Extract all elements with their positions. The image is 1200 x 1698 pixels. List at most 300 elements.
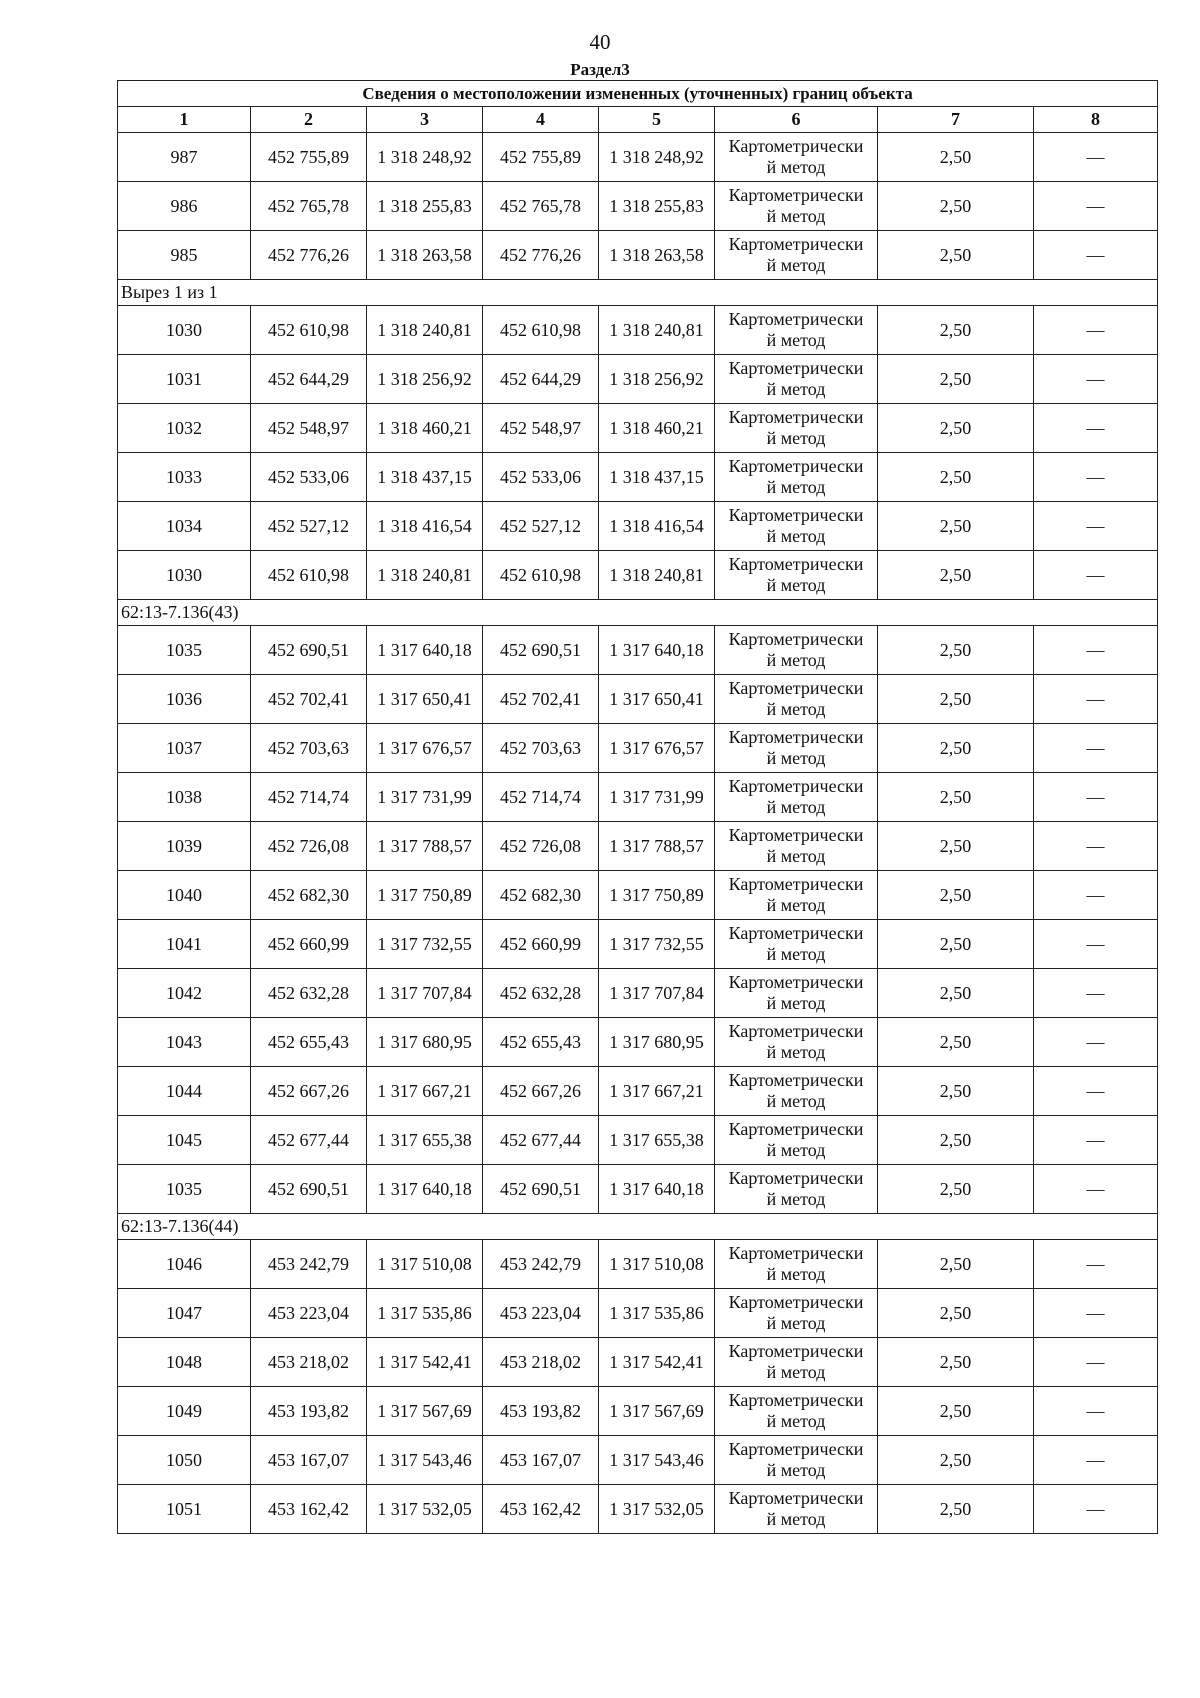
table-body xyxy=(118,133,1158,1534)
existing-x-cell: 452 667,26 xyxy=(251,1067,367,1116)
refined-y-cell: 1 317 667,21 xyxy=(599,1067,715,1116)
table-row xyxy=(118,969,1158,1018)
method-cell xyxy=(715,551,878,600)
method-text-line2: й метод xyxy=(766,895,826,915)
refined-x-cell: 452 677,44 xyxy=(483,1116,599,1165)
refined-x-cell: 452 548,97 xyxy=(483,404,599,453)
refined-x-cell: 452 703,63 xyxy=(483,724,599,773)
existing-y-cell: 1 317 532,05 xyxy=(367,1485,483,1534)
note-cell: — xyxy=(1034,1485,1158,1534)
point-number-cell: 1036 xyxy=(118,675,251,724)
existing-x-cell: 452 677,44 xyxy=(251,1116,367,1165)
method-text-line2: й метод xyxy=(766,944,826,964)
accuracy-cell: 2,50 xyxy=(878,1436,1034,1485)
method-text-line1: Картометрически xyxy=(728,629,864,649)
existing-y-cell: 1 318 256,92 xyxy=(367,355,483,404)
point-number-cell: 1037 xyxy=(118,724,251,773)
point-number-cell: 1039 xyxy=(118,822,251,871)
existing-y-cell: 1 317 640,18 xyxy=(367,626,483,675)
table-row xyxy=(118,1067,1158,1116)
existing-y-cell: 1 318 240,81 xyxy=(367,551,483,600)
accuracy-cell: 2,50 xyxy=(878,773,1034,822)
existing-x-cell: 452 690,51 xyxy=(251,1165,367,1214)
refined-x-cell: 453 218,02 xyxy=(483,1338,599,1387)
method-text-line1: Картометрически xyxy=(728,1292,864,1312)
method-cell xyxy=(715,1240,878,1289)
existing-y-cell: 1 317 543,46 xyxy=(367,1436,483,1485)
refined-y-cell: 1 317 707,84 xyxy=(599,969,715,1018)
existing-x-cell: 452 714,74 xyxy=(251,773,367,822)
refined-y-cell: 1 317 731,99 xyxy=(599,773,715,822)
point-number-cell: 1030 xyxy=(118,551,251,600)
method-text-line2: й метод xyxy=(766,993,826,1013)
existing-x-cell: 452 726,08 xyxy=(251,822,367,871)
accuracy-cell: 2,50 xyxy=(878,133,1034,182)
table-row xyxy=(118,404,1158,453)
note-cell: — xyxy=(1034,675,1158,724)
table-row xyxy=(118,724,1158,773)
point-number-cell: 1045 xyxy=(118,1116,251,1165)
note-cell: — xyxy=(1034,306,1158,355)
table-row xyxy=(118,1485,1158,1534)
method-cell xyxy=(715,1018,878,1067)
existing-y-cell: 1 317 707,84 xyxy=(367,969,483,1018)
note-cell: — xyxy=(1034,133,1158,182)
existing-x-cell: 453 162,42 xyxy=(251,1485,367,1534)
section-label: Раздел3 xyxy=(570,60,630,79)
table-row xyxy=(118,920,1158,969)
refined-y-cell: 1 317 676,57 xyxy=(599,724,715,773)
accuracy-cell: 2,50 xyxy=(878,231,1034,280)
existing-y-cell: 1 318 255,83 xyxy=(367,182,483,231)
refined-x-cell: 452 533,06 xyxy=(483,453,599,502)
accuracy-cell: 2,50 xyxy=(878,626,1034,675)
column-number: 6 xyxy=(715,107,878,133)
refined-x-cell: 452 765,78 xyxy=(483,182,599,231)
accuracy-cell: 2,50 xyxy=(878,1240,1034,1289)
refined-x-cell: 452 714,74 xyxy=(483,773,599,822)
refined-y-cell: 1 317 680,95 xyxy=(599,1018,715,1067)
note-cell: — xyxy=(1034,724,1158,773)
refined-y-cell: 1 318 256,92 xyxy=(599,355,715,404)
method-text-line1: Картометрически xyxy=(728,1168,864,1188)
accuracy-cell: 2,50 xyxy=(878,306,1034,355)
point-number-cell: 1041 xyxy=(118,920,251,969)
method-text-line1: Картометрически xyxy=(728,1119,864,1139)
refined-x-cell: 453 162,42 xyxy=(483,1485,599,1534)
refined-y-cell: 1 317 640,18 xyxy=(599,1165,715,1214)
existing-x-cell: 452 548,97 xyxy=(251,404,367,453)
method-cell xyxy=(715,453,878,502)
note-cell: — xyxy=(1034,822,1158,871)
refined-y-cell: 1 317 535,86 xyxy=(599,1289,715,1338)
point-number-cell: 1051 xyxy=(118,1485,251,1534)
existing-y-cell: 1 317 788,57 xyxy=(367,822,483,871)
group-row xyxy=(118,280,1158,306)
group-label: Вырез 1 из 1 xyxy=(118,280,1158,306)
column-number: 7 xyxy=(878,107,1034,133)
existing-y-cell: 1 317 676,57 xyxy=(367,724,483,773)
point-number-cell: 1040 xyxy=(118,871,251,920)
accuracy-cell: 2,50 xyxy=(878,502,1034,551)
table-row xyxy=(118,1338,1158,1387)
method-cell xyxy=(715,1436,878,1485)
existing-x-cell: 452 690,51 xyxy=(251,626,367,675)
refined-y-cell: 1 317 532,05 xyxy=(599,1485,715,1534)
accuracy-cell: 2,50 xyxy=(878,453,1034,502)
accuracy-cell: 2,50 xyxy=(878,182,1034,231)
accuracy-cell: 2,50 xyxy=(878,822,1034,871)
method-cell xyxy=(715,1485,878,1534)
existing-x-cell: 452 610,98 xyxy=(251,551,367,600)
method-text-line2: й метод xyxy=(766,1189,826,1209)
method-cell xyxy=(715,969,878,1018)
note-cell: — xyxy=(1034,1116,1158,1165)
refined-y-cell: 1 318 255,83 xyxy=(599,182,715,231)
refined-y-cell: 1 318 248,92 xyxy=(599,133,715,182)
accuracy-cell: 2,50 xyxy=(878,1338,1034,1387)
accuracy-cell: 2,50 xyxy=(878,1165,1034,1214)
method-text-line2: й метод xyxy=(766,748,826,768)
method-text-line1: Картометрически xyxy=(728,1390,864,1410)
method-text-line2: й метод xyxy=(766,797,826,817)
method-text-line2: й метод xyxy=(766,255,826,275)
refined-x-cell: 453 193,82 xyxy=(483,1387,599,1436)
note-cell: — xyxy=(1034,404,1158,453)
method-cell xyxy=(715,626,878,675)
table-row xyxy=(118,306,1158,355)
column-number-row xyxy=(118,107,1158,133)
table-row xyxy=(118,1240,1158,1289)
method-text-line1: Картометрически xyxy=(728,1488,864,1508)
accuracy-cell: 2,50 xyxy=(878,1067,1034,1116)
table-row xyxy=(118,1289,1158,1338)
refined-x-cell: 452 667,26 xyxy=(483,1067,599,1116)
existing-x-cell: 452 527,12 xyxy=(251,502,367,551)
table-row xyxy=(118,502,1158,551)
method-text-line2: й метод xyxy=(766,1140,826,1160)
point-number-cell: 1034 xyxy=(118,502,251,551)
existing-y-cell: 1 317 640,18 xyxy=(367,1165,483,1214)
method-text-line1: Картометрически xyxy=(728,358,864,378)
refined-y-cell: 1 318 240,81 xyxy=(599,551,715,600)
refined-x-cell: 452 632,28 xyxy=(483,969,599,1018)
existing-x-cell: 453 167,07 xyxy=(251,1436,367,1485)
method-text-line1: Картометрически xyxy=(728,136,864,156)
method-text-line1: Картометрически xyxy=(728,234,864,254)
existing-x-cell: 452 755,89 xyxy=(251,133,367,182)
note-cell: — xyxy=(1034,551,1158,600)
existing-x-cell: 452 632,28 xyxy=(251,969,367,1018)
method-cell xyxy=(715,1116,878,1165)
refined-y-cell: 1 317 542,41 xyxy=(599,1338,715,1387)
accuracy-cell: 2,50 xyxy=(878,969,1034,1018)
existing-x-cell: 452 776,26 xyxy=(251,231,367,280)
existing-x-cell: 452 682,30 xyxy=(251,871,367,920)
point-number-cell: 986 xyxy=(118,182,251,231)
existing-y-cell: 1 317 510,08 xyxy=(367,1240,483,1289)
existing-x-cell: 453 218,02 xyxy=(251,1338,367,1387)
method-text-line2: й метод xyxy=(766,428,826,448)
accuracy-cell: 2,50 xyxy=(878,920,1034,969)
method-text-line1: Картометрически xyxy=(728,407,864,427)
table-row xyxy=(118,355,1158,404)
table-row xyxy=(118,453,1158,502)
method-cell xyxy=(715,822,878,871)
method-text-line2: й метод xyxy=(766,206,826,226)
note-cell: — xyxy=(1034,1018,1158,1067)
method-text-line1: Картометрически xyxy=(728,554,864,574)
refined-y-cell: 1 317 650,41 xyxy=(599,675,715,724)
existing-y-cell: 1 317 542,41 xyxy=(367,1338,483,1387)
refined-x-cell: 452 690,51 xyxy=(483,626,599,675)
table-row xyxy=(118,1018,1158,1067)
point-number-cell: 987 xyxy=(118,133,251,182)
refined-y-cell: 1 317 655,38 xyxy=(599,1116,715,1165)
method-text-line2: й метод xyxy=(766,699,826,719)
table-row xyxy=(118,1116,1158,1165)
method-cell xyxy=(715,502,878,551)
method-text-line1: Картометрически xyxy=(728,678,864,698)
point-number-cell: 1033 xyxy=(118,453,251,502)
method-text-line2: й метод xyxy=(766,477,826,497)
point-number-cell: 985 xyxy=(118,231,251,280)
table-row xyxy=(118,675,1158,724)
existing-y-cell: 1 318 437,15 xyxy=(367,453,483,502)
refined-y-cell: 1 317 750,89 xyxy=(599,871,715,920)
existing-x-cell: 453 242,79 xyxy=(251,1240,367,1289)
existing-y-cell: 1 317 667,21 xyxy=(367,1067,483,1116)
method-text-line1: Картометрически xyxy=(728,874,864,894)
existing-y-cell: 1 317 680,95 xyxy=(367,1018,483,1067)
existing-x-cell: 452 702,41 xyxy=(251,675,367,724)
note-cell: — xyxy=(1034,920,1158,969)
existing-y-cell: 1 318 416,54 xyxy=(367,502,483,551)
existing-x-cell: 452 765,78 xyxy=(251,182,367,231)
refined-x-cell: 452 702,41 xyxy=(483,675,599,724)
method-text-line2: й метод xyxy=(766,526,826,546)
method-cell xyxy=(715,306,878,355)
method-text-line1: Картометрически xyxy=(728,727,864,747)
accuracy-cell: 2,50 xyxy=(878,675,1034,724)
note-cell: — xyxy=(1034,773,1158,822)
point-number-cell: 1044 xyxy=(118,1067,251,1116)
method-cell xyxy=(715,871,878,920)
refined-x-cell: 453 223,04 xyxy=(483,1289,599,1338)
existing-x-cell: 452 703,63 xyxy=(251,724,367,773)
table-title: Сведения о местоположении измененных (уточненных) границ объекта xyxy=(118,81,1158,107)
note-cell: — xyxy=(1034,1240,1158,1289)
existing-x-cell: 452 610,98 xyxy=(251,306,367,355)
note-cell: — xyxy=(1034,1387,1158,1436)
point-number-cell: 1031 xyxy=(118,355,251,404)
point-number-cell: 1049 xyxy=(118,1387,251,1436)
method-text-line2: й метод xyxy=(766,650,826,670)
existing-y-cell: 1 317 732,55 xyxy=(367,920,483,969)
method-text-line1: Картометрически xyxy=(728,456,864,476)
existing-x-cell: 453 193,82 xyxy=(251,1387,367,1436)
method-text-line1: Картометрически xyxy=(728,309,864,329)
page-number: 40 xyxy=(589,30,611,54)
refined-y-cell: 1 318 437,15 xyxy=(599,453,715,502)
existing-x-cell: 452 660,99 xyxy=(251,920,367,969)
method-text-line2: й метод xyxy=(766,157,826,177)
method-text-line2: й метод xyxy=(766,330,826,350)
note-cell: — xyxy=(1034,453,1158,502)
table-row xyxy=(118,1387,1158,1436)
note-cell: — xyxy=(1034,355,1158,404)
existing-y-cell: 1 318 460,21 xyxy=(367,404,483,453)
table-row xyxy=(118,231,1158,280)
existing-y-cell: 1 317 535,86 xyxy=(367,1289,483,1338)
refined-x-cell: 452 682,30 xyxy=(483,871,599,920)
existing-x-cell: 452 655,43 xyxy=(251,1018,367,1067)
point-number-cell: 1047 xyxy=(118,1289,251,1338)
refined-y-cell: 1 318 416,54 xyxy=(599,502,715,551)
note-cell: — xyxy=(1034,969,1158,1018)
refined-x-cell: 452 527,12 xyxy=(483,502,599,551)
method-text-line1: Картометрически xyxy=(728,972,864,992)
method-text-line2: й метод xyxy=(766,1411,826,1431)
point-number-cell: 1046 xyxy=(118,1240,251,1289)
column-number: 1 xyxy=(118,107,251,133)
method-text-line1: Картометрически xyxy=(728,1439,864,1459)
method-cell xyxy=(715,231,878,280)
method-cell xyxy=(715,1289,878,1338)
accuracy-cell: 2,50 xyxy=(878,551,1034,600)
method-text-line2: й метод xyxy=(766,1460,826,1480)
method-text-line2: й метод xyxy=(766,379,826,399)
note-cell: — xyxy=(1034,1289,1158,1338)
point-number-cell: 1030 xyxy=(118,306,251,355)
refined-y-cell: 1 317 732,55 xyxy=(599,920,715,969)
existing-y-cell: 1 318 248,92 xyxy=(367,133,483,182)
refined-x-cell: 452 776,26 xyxy=(483,231,599,280)
point-number-cell: 1032 xyxy=(118,404,251,453)
method-text-line2: й метод xyxy=(766,575,826,595)
existing-x-cell: 452 533,06 xyxy=(251,453,367,502)
existing-y-cell: 1 318 240,81 xyxy=(367,306,483,355)
group-label: 62:13-7.136(43) xyxy=(118,600,1158,626)
refined-y-cell: 1 318 240,81 xyxy=(599,306,715,355)
refined-y-cell: 1 318 460,21 xyxy=(599,404,715,453)
refined-y-cell: 1 318 263,58 xyxy=(599,231,715,280)
method-cell xyxy=(715,675,878,724)
point-number-cell: 1050 xyxy=(118,1436,251,1485)
method-text-line2: й метод xyxy=(766,1313,826,1333)
refined-x-cell: 452 655,43 xyxy=(483,1018,599,1067)
existing-y-cell: 1 317 731,99 xyxy=(367,773,483,822)
table-row xyxy=(118,871,1158,920)
method-cell xyxy=(715,1338,878,1387)
accuracy-cell: 2,50 xyxy=(878,1018,1034,1067)
accuracy-cell: 2,50 xyxy=(878,1289,1034,1338)
accuracy-cell: 2,50 xyxy=(878,355,1034,404)
refined-y-cell: 1 317 788,57 xyxy=(599,822,715,871)
accuracy-cell: 2,50 xyxy=(878,1387,1034,1436)
method-cell xyxy=(715,773,878,822)
method-cell xyxy=(715,1387,878,1436)
note-cell: — xyxy=(1034,626,1158,675)
method-text-line2: й метод xyxy=(766,1509,826,1529)
refined-x-cell: 452 726,08 xyxy=(483,822,599,871)
boundary-table xyxy=(117,80,1158,1534)
refined-x-cell: 452 610,98 xyxy=(483,306,599,355)
note-cell: — xyxy=(1034,182,1158,231)
column-number: 5 xyxy=(599,107,715,133)
column-number: 8 xyxy=(1034,107,1158,133)
existing-y-cell: 1 317 655,38 xyxy=(367,1116,483,1165)
refined-x-cell: 453 167,07 xyxy=(483,1436,599,1485)
method-text-line1: Картометрически xyxy=(728,1070,864,1090)
table-row xyxy=(118,182,1158,231)
method-text-line2: й метод xyxy=(766,846,826,866)
existing-y-cell: 1 317 567,69 xyxy=(367,1387,483,1436)
method-cell xyxy=(715,182,878,231)
existing-y-cell: 1 317 650,41 xyxy=(367,675,483,724)
existing-x-cell: 452 644,29 xyxy=(251,355,367,404)
column-number: 2 xyxy=(251,107,367,133)
refined-y-cell: 1 317 567,69 xyxy=(599,1387,715,1436)
table-row xyxy=(118,773,1158,822)
refined-x-cell: 453 242,79 xyxy=(483,1240,599,1289)
note-cell: — xyxy=(1034,502,1158,551)
column-number: 3 xyxy=(367,107,483,133)
point-number-cell: 1035 xyxy=(118,626,251,675)
method-text-line1: Картометрически xyxy=(728,923,864,943)
method-text-line1: Картометрически xyxy=(728,1021,864,1041)
note-cell: — xyxy=(1034,1165,1158,1214)
refined-x-cell: 452 644,29 xyxy=(483,355,599,404)
column-number: 4 xyxy=(483,107,599,133)
method-cell xyxy=(715,1067,878,1116)
existing-x-cell: 453 223,04 xyxy=(251,1289,367,1338)
method-text-line1: Картометрически xyxy=(728,185,864,205)
note-cell: — xyxy=(1034,1067,1158,1116)
note-cell: — xyxy=(1034,231,1158,280)
table-row xyxy=(118,822,1158,871)
method-cell xyxy=(715,355,878,404)
point-number-cell: 1043 xyxy=(118,1018,251,1067)
method-text-line1: Картометрически xyxy=(728,825,864,845)
refined-x-cell: 452 610,98 xyxy=(483,551,599,600)
accuracy-cell: 2,50 xyxy=(878,724,1034,773)
method-text-line2: й метод xyxy=(766,1091,826,1111)
table-row xyxy=(118,551,1158,600)
point-number-cell: 1042 xyxy=(118,969,251,1018)
accuracy-cell: 2,50 xyxy=(878,1116,1034,1165)
group-row xyxy=(118,1214,1158,1240)
group-row xyxy=(118,600,1158,626)
method-text-line1: Картометрически xyxy=(728,1243,864,1263)
method-text-line2: й метод xyxy=(766,1264,826,1284)
accuracy-cell: 2,50 xyxy=(878,404,1034,453)
accuracy-cell: 2,50 xyxy=(878,1485,1034,1534)
note-cell: — xyxy=(1034,871,1158,920)
method-text-line1: Картометрически xyxy=(728,505,864,525)
point-number-cell: 1035 xyxy=(118,1165,251,1214)
table-row xyxy=(118,1436,1158,1485)
note-cell: — xyxy=(1034,1436,1158,1485)
point-number-cell: 1038 xyxy=(118,773,251,822)
refined-y-cell: 1 317 543,46 xyxy=(599,1436,715,1485)
note-cell: — xyxy=(1034,1338,1158,1387)
refined-y-cell: 1 317 640,18 xyxy=(599,626,715,675)
method-cell xyxy=(715,133,878,182)
group-label: 62:13-7.136(44) xyxy=(118,1214,1158,1240)
table-row xyxy=(118,1165,1158,1214)
existing-y-cell: 1 317 750,89 xyxy=(367,871,483,920)
